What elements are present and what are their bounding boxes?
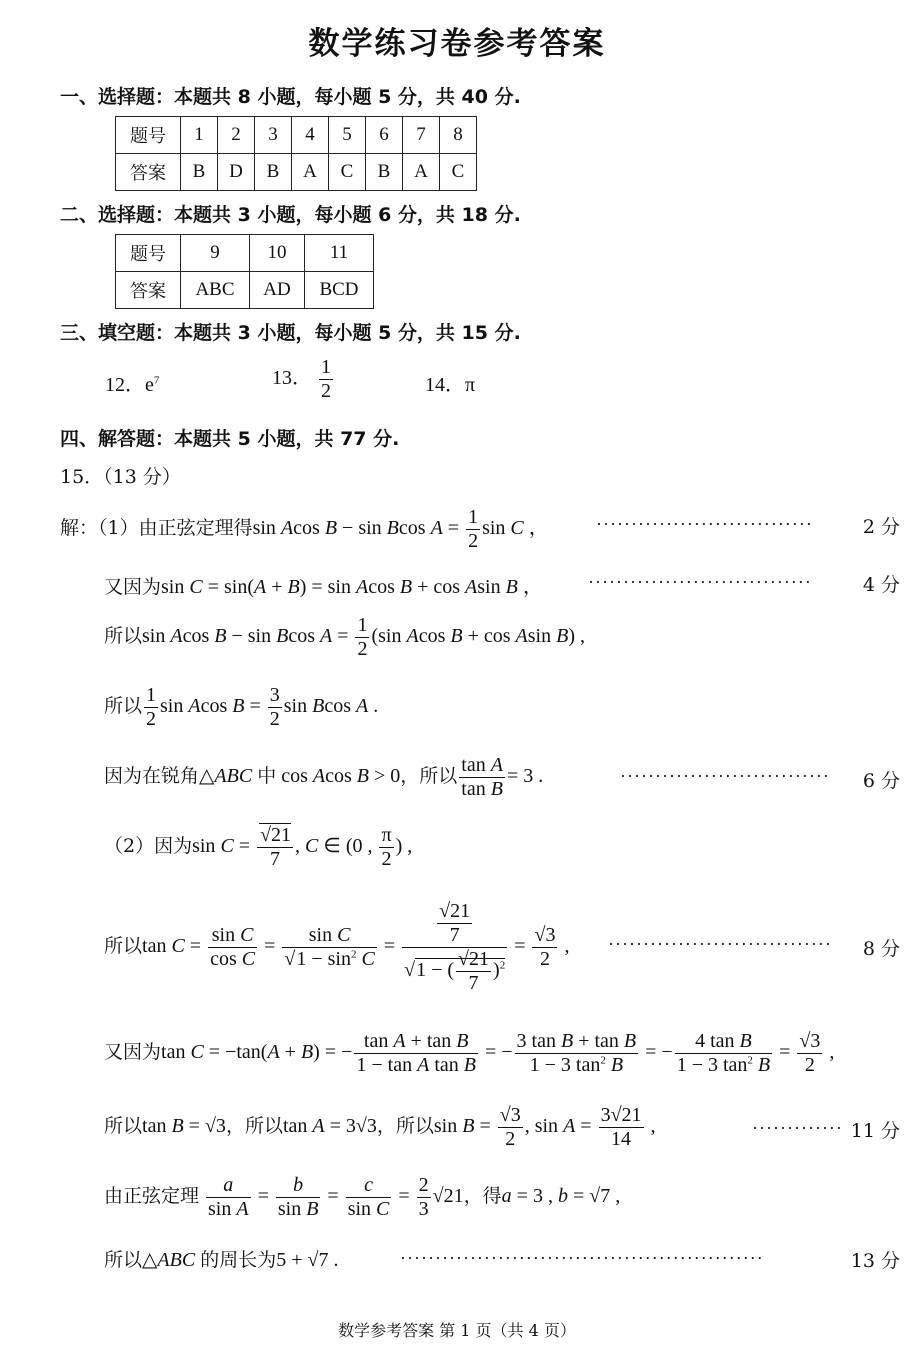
table-header-cell: 题号: [116, 235, 181, 272]
question-number: 14．: [425, 374, 465, 396]
question-number: 12．: [105, 374, 145, 396]
page-footer: 数学参考答案 第 1 页（共 4 页）: [338, 1321, 576, 1340]
dot-leader: ······························: [620, 766, 830, 786]
dot-leader: ·············: [752, 1118, 843, 1138]
score-label: 2 分: [862, 516, 900, 538]
section-2-heading: 二、选择题：本题共 3 小题，每小题 6 分，共 18 分.: [60, 204, 521, 226]
fill-answer-12: 12．$e^7$: [105, 374, 160, 396]
table-cell: 5: [329, 117, 366, 154]
dot-leader: ································: [608, 934, 832, 954]
table-cell: AD: [250, 272, 305, 309]
table-cell: BCD: [305, 272, 374, 309]
table-cell: 10: [250, 235, 305, 272]
table-cell: A: [403, 154, 440, 191]
dot-leader: ·······························: [596, 514, 813, 534]
table-cell: 9: [181, 235, 250, 272]
solution-line-11: 所以△ABC 的周长为5 + √7 .: [104, 1249, 339, 1271]
score-label: 4 分: [862, 574, 900, 596]
table-cell: B: [366, 154, 403, 191]
table-cell: 2: [218, 117, 255, 154]
table-row: [116, 117, 477, 154]
section-3-heading: 三、填空题：本题共 3 小题，每小题 5 分，共 15 分.: [60, 322, 521, 344]
dot-leader: ································: [588, 572, 812, 592]
section-1-heading: 一、选择题：本题共 8 小题，每小题 5 分，共 40 分.: [60, 86, 521, 108]
fill-answer-13: [272, 356, 335, 403]
solution-line-6: （2）因为sin C = $\frac{√21}{7}$ , C ∈ (0 , $\frac{\pi}{2}$ ) ,: [104, 824, 413, 870]
table-row: [116, 272, 374, 309]
table-header-cell: 题号: [116, 117, 181, 154]
table-cell: 8: [440, 117, 477, 154]
table-cell: D: [218, 154, 255, 191]
solution-line-2: 又因为sin C = sin(A + B) = sin Acos B + cos Asin B ，: [104, 576, 543, 598]
solution-line-5: 因为在锐角△ABC 中 cos Acos B > 0，所以 $\frac{\text{tan A}}{\text{tan B}}$ = 3 .: [104, 754, 544, 800]
question-15-heading: 15．（13 分）: [60, 466, 181, 488]
table-cell: C: [440, 154, 477, 191]
table-cell: 3: [255, 117, 292, 154]
table-cell: C: [329, 154, 366, 191]
dot-leader: ····················································: [400, 1248, 764, 1268]
solution-line-9: 所以tan B = √3，所以tan A = 3√3，所以sin B = $\frac{√3}{2}$ , sin A = $\frac{3√21}{14}$ ,: [104, 1104, 656, 1150]
answer-table-2: [115, 234, 374, 309]
table-cell: 11: [305, 235, 374, 272]
table-cell: A: [292, 154, 329, 191]
table-header-cell: 答案: [116, 154, 181, 191]
solution-line-3: 所以sin Acos B − sin Bcos A = $\frac{1}{2}$ (sin Acos B + cos Asin B) ,: [104, 614, 585, 660]
question-number: 13．: [272, 367, 312, 390]
page-title: 数学练习卷参考答案: [308, 26, 606, 62]
table-cell: 4: [292, 117, 329, 154]
table-cell: ABC: [181, 272, 250, 309]
table-cell: 7: [403, 117, 440, 154]
section-4-heading: 四、解答题：本题共 5 小题，共 77 分.: [60, 428, 400, 450]
table-header-cell: 答案: [116, 272, 181, 309]
solution-line-4: 所以 $\frac{1}{2}$ sin Acos B = $\frac{3}{2}$ sin Bcos A .: [104, 684, 379, 730]
solution-line-8: 又因为tan C = −tan(A + B) = − $\frac{\text{tan A + tan B}}{\text{1 − tan A tan B}}$ = − $\frac{\text{3 tan B + tan B}}{1 - 3 \tan^2 B}$ = − $\frac{\text{4 tan B}}{1 - 3 \tan^2 B}$ = $\frac{√3}{2}$ ,: [104, 1030, 835, 1076]
score-label: 6 分: [862, 770, 900, 792]
table-row: [116, 235, 374, 272]
table-cell: B: [255, 154, 292, 191]
table-cell: 6: [366, 117, 403, 154]
answer-table-1: [115, 116, 477, 191]
fill-answer-14: 14．π: [425, 374, 476, 396]
score-label: 11 分: [850, 1120, 900, 1142]
table-cell: B: [181, 154, 218, 191]
table-row: [116, 154, 477, 191]
table-cell: 1: [181, 117, 218, 154]
score-label: 8 分: [862, 938, 900, 960]
score-label: 13 分: [850, 1250, 900, 1272]
solution-line-10: 由正弦定理 $\frac{a}{\text{sin A}}$ = $\frac{b}{\text{sin B}}$ = $\frac{c}{\text{sin C}}$ = $\frac{2}{3}$ √21，得a = 3 , b = √7 ,: [104, 1174, 621, 1220]
solution-line-1: 解：（1）由正弦定理得sin Acos B − sin Bcos A = $\frac{1}{2}$ sin C ，: [60, 506, 549, 552]
fraction: $\frac{1}{2}$: [321, 356, 331, 402]
solution-line-7: 所以tan C = $\frac{\text{sin C}}{\text{cos C}}$ = $\frac{\text{sin C}}{√1 - \sin^2 C}$ = $\frac{√21}{7}$ √1 − ( $\frac{√21}{7}$ )$^2$ = $\frac{√3}{2}$ ,: [104, 900, 570, 994]
